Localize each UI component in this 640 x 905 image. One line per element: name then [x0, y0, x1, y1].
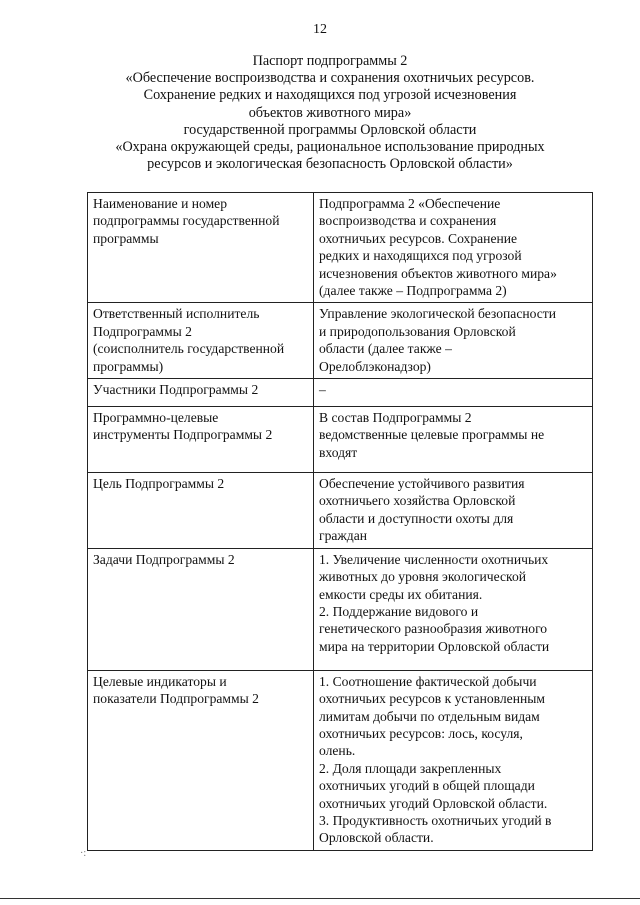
- row-value-cell: [314, 407, 593, 473]
- table-row: [88, 473, 593, 549]
- cell-line: 1. Соотношение фактической добычи: [319, 673, 537, 689]
- heading-line: ресурсов и экологическая безопасность Орловской области»: [147, 156, 513, 173]
- cell-line: генетического разнообразия животного: [319, 621, 548, 637]
- cell-line: области и доступности охоты для: [319, 510, 514, 526]
- cell-line: 2. Доля площади закрепленных: [319, 760, 502, 776]
- row-label-cell: [88, 379, 314, 407]
- cell-line: Цель Подпрограммы 2: [93, 476, 225, 492]
- cell-line: охотничьих ресурсов. Сохранение: [319, 230, 518, 246]
- cell-line: (далее также – Подпрограмма 2): [319, 283, 507, 299]
- cell-line: входят: [319, 444, 358, 460]
- cell-line: граждан: [319, 528, 368, 544]
- cell-line: исчезновения объектов животного мира»: [319, 265, 557, 281]
- table-row: [88, 193, 593, 303]
- heading-line: объектов животного мира»: [248, 104, 412, 121]
- cell-line: Орловской области.: [319, 830, 434, 846]
- cell-line: Целевые индикаторы и: [93, 673, 227, 689]
- page-bottom-rule: [0, 898, 640, 899]
- row-label-cell: [88, 303, 314, 379]
- cell-line: охотничьих угодий Орловской области.: [319, 795, 548, 811]
- cell-line: Участники Подпрограммы 2: [93, 382, 259, 398]
- heading-line: «Охрана окружающей среды, рациональное использование природных: [115, 139, 545, 156]
- row-value-cell: [314, 473, 593, 549]
- cell-line: программы): [93, 358, 164, 374]
- heading-line: государственной программы Орловской области: [183, 121, 477, 138]
- cell-line: мира на территории Орловской области: [319, 638, 550, 654]
- table-row: [88, 379, 593, 407]
- cell-line: Подпрограмма 2 «Обеспечение: [319, 196, 501, 211]
- cell-line: олень.: [319, 743, 356, 759]
- heading-line: «Обеспечение воспроизводства и сохранения охотничьих ресурсов.: [125, 70, 535, 87]
- cell-line: 1. Увеличение численности охотничьих: [319, 551, 549, 567]
- passport-table: [87, 192, 593, 851]
- cell-line: Задачи Подпрограммы 2: [93, 551, 235, 567]
- cell-line: животных до уровня экологической: [319, 569, 527, 585]
- table-row: [88, 303, 593, 379]
- cell-line: охотничьего хозяйства Орловской: [319, 493, 516, 509]
- table-row: [88, 407, 593, 473]
- cell-line: (соисполнитель государственной: [93, 341, 285, 357]
- row-label-cell: [88, 473, 314, 549]
- cell-line: Ответственный исполнитель: [93, 306, 260, 322]
- cell-line: Программно-целевые: [93, 410, 219, 426]
- cell-line: –: [319, 382, 326, 398]
- row-value-cell: [314, 548, 593, 670]
- cell-line: показатели Подпрограммы 2: [93, 691, 259, 707]
- row-value-cell: [314, 303, 593, 379]
- table-row: [88, 670, 593, 850]
- scan-mark: ·:: [80, 848, 87, 859]
- cell-line: охотничьих ресурсов к установленным: [319, 691, 546, 707]
- cell-line: области (далее также –: [319, 341, 452, 357]
- page-number: 12: [313, 22, 327, 37]
- cell-line: редких и находящихся под угрозой: [319, 248, 522, 264]
- row-value-cell: [314, 193, 593, 303]
- cell-line: Орелоблэконадзор): [319, 358, 431, 374]
- row-value-cell: [314, 670, 593, 850]
- cell-line: 3. Продуктивность охотничьих угодий в: [319, 812, 552, 828]
- cell-line: и природопользования Орловской: [319, 323, 516, 339]
- cell-line: охотничьих угодий в общей площади: [319, 778, 535, 794]
- cell-line: 2. Поддержание видового и: [319, 603, 479, 619]
- cell-line: лимитам добычи по отдельным видам: [319, 708, 540, 724]
- passport-heading: [60, 53, 600, 173]
- table-row: [88, 548, 593, 670]
- heading-line: Сохранение редких и находящихся под угрозой исчезновения: [143, 87, 517, 104]
- cell-line: Подпрограммы 2: [93, 323, 192, 339]
- cell-line: В состав Подпрограммы 2: [319, 410, 472, 426]
- row-label-cell: [88, 548, 314, 670]
- cell-line: емкости среды их обитания.: [319, 586, 483, 602]
- row-label-cell: [88, 670, 314, 850]
- cell-line: воспроизводства и сохранения: [319, 213, 497, 229]
- row-value-cell: [314, 379, 593, 407]
- cell-line: Наименование и номер: [93, 196, 228, 211]
- row-label-cell: [88, 193, 314, 303]
- cell-line: подпрограммы государственной: [93, 213, 280, 229]
- cell-line: охотничьих ресурсов: лось, косуля,: [319, 725, 523, 741]
- heading-line: Паспорт подпрограммы 2: [252, 53, 408, 69]
- row-label-cell: [88, 407, 314, 473]
- cell-line: программы: [93, 230, 159, 246]
- cell-line: Управление экологической безопасности: [319, 306, 557, 322]
- cell-line: ведомственные целевые программы не: [319, 427, 545, 443]
- cell-line: Обеспечение устойчивого развития: [319, 476, 525, 492]
- cell-line: инструменты Подпрограммы 2: [93, 427, 273, 443]
